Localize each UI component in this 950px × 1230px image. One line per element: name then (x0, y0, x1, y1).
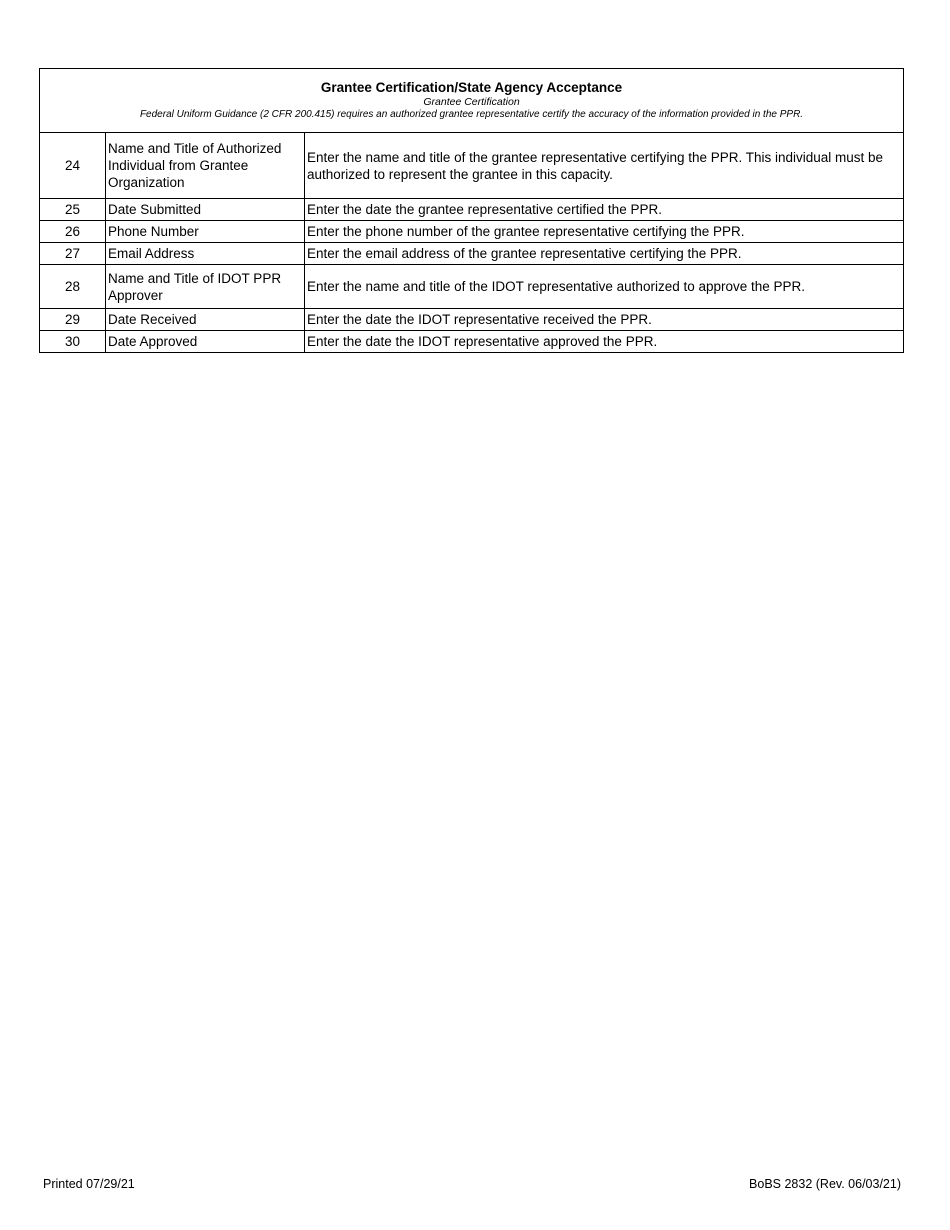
section-header-row (40, 69, 904, 133)
section-title: Grantee Certification/State Agency Acceptance (320, 80, 623, 95)
table-row (40, 331, 904, 353)
section-description: Federal Uniform Guidance (2 CFR 200.415) requires an authorized grantee representative certify the accuracy of the information provided in the PPR. (139, 109, 804, 120)
form-identifier: BoBS 2832 (Rev. 06/03/21) (749, 1177, 901, 1191)
row-number: 24 (40, 133, 106, 199)
section-subtitle: Grantee Certification (423, 96, 520, 108)
table-row (40, 265, 904, 309)
field-name: Name and Title of IDOT PPR Approver (106, 265, 305, 309)
field-instruction: Enter the date the IDOT representative approved the PPR. (305, 331, 904, 353)
field-instruction: Enter the phone number of the grantee representative certifying the PPR. (305, 221, 904, 243)
field-instruction: Enter the date the IDOT representative received the PPR. (305, 309, 904, 331)
row-number: 25 (40, 199, 106, 221)
field-name: Date Submitted (106, 199, 305, 221)
field-name: Date Approved (106, 331, 305, 353)
field-instruction: Enter the email address of the grantee representative certifying the PPR. (305, 243, 904, 265)
field-instruction: Enter the name and title of the IDOT representative authorized to approve the PPR. (305, 265, 904, 309)
table-row (40, 221, 904, 243)
row-number: 27 (40, 243, 106, 265)
section-header (40, 69, 904, 133)
printed-date: Printed 07/29/21 (43, 1177, 135, 1191)
table-row (40, 133, 904, 199)
row-number: 28 (40, 265, 106, 309)
table-row (40, 243, 904, 265)
instructions-table (39, 68, 904, 353)
table-row (40, 309, 904, 331)
field-name: Email Address (106, 243, 305, 265)
field-instruction: Enter the name and title of the grantee representative certifying the PPR. This individual must be authorized to represent the grantee in this capacity. (305, 133, 904, 199)
table-row (40, 199, 904, 221)
field-instruction: Enter the date the grantee representative certified the PPR. (305, 199, 904, 221)
row-number: 30 (40, 331, 106, 353)
field-name: Date Received (106, 309, 305, 331)
row-number: 29 (40, 309, 106, 331)
field-name: Phone Number (106, 221, 305, 243)
field-name: Name and Title of Authorized Individual from Grantee Organization (106, 133, 305, 199)
row-number: 26 (40, 221, 106, 243)
